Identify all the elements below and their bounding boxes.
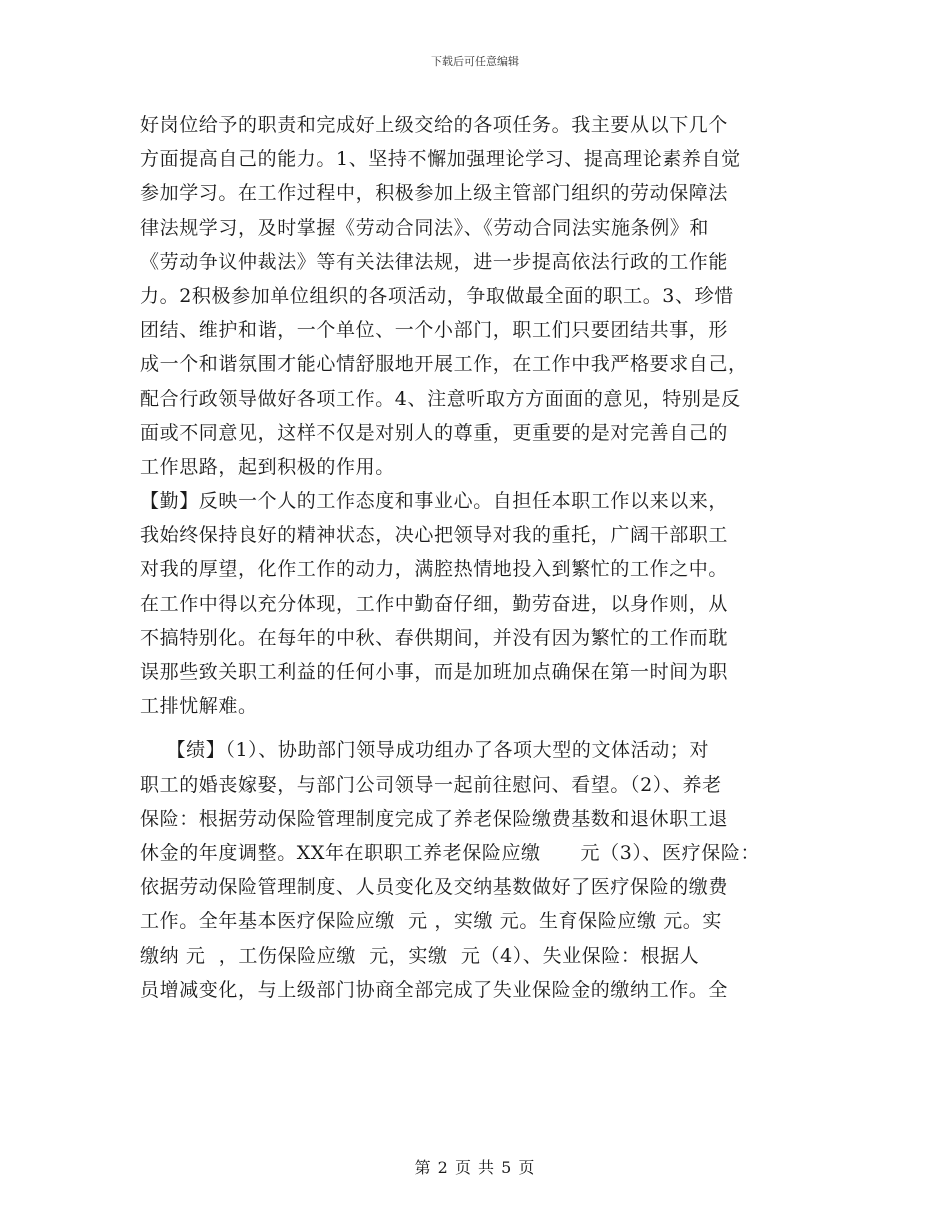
text-line: 面或不同意见，这样不仅是对别人的尊重，更重要的是对完善自己的	[140, 421, 729, 444]
paragraph	[140, 484, 820, 723]
text-line: 好岗位给予的职责和完成好上级交给的各项任务。我主要从以下几个	[140, 114, 729, 136]
text-line: 职工的婚丧嫁娶，与部门公司领导一起前往慰问、看望。（2）、养老	[140, 773, 722, 796]
text-line: 保险：根据劳动保险管理制度完成了养老保险缴费基数和退休职工退	[140, 807, 729, 830]
text-line: 配合行政领导做好各项工作。4、注意听取方方面面的意见，特别是反	[140, 387, 741, 410]
paragraph	[140, 108, 820, 484]
text-line: 员增减变化，与上级部门协商全部完成了失业保险金的缴纳工作。全	[140, 978, 729, 1001]
text-line: 团结、维护和谐，一个单位、一个小部门，职工们只要团结共事，形	[140, 319, 729, 342]
text-line: 力。2积极参加单位组织的各项活动，争取做最全面的职工。3、珍惜	[140, 284, 734, 307]
page-number-footer: 第 2 页 共 5 页	[414, 1158, 536, 1177]
text-line: 缴纳 元 ，工伤保险应缴 元，实缴 元（4）、失业保险：根据人	[140, 944, 700, 967]
text-line: 依据劳动保险管理制度、人员变化及交纳基数做好了医疗保险的缴费	[140, 876, 729, 899]
text-line: 工作思路，起到积极的作用。	[140, 455, 395, 478]
text-line: 不搞特别化。在每年的中秋、春供期间，并没有因为繁忙的工作而耽	[140, 626, 729, 649]
text-line: 【绩】（1）、协助部门领导成功组办了各项大型的文体活动；对	[140, 739, 710, 762]
text-line: 参加学习。在工作过程中，积极参加上级主管部门组织的劳动保障法	[140, 182, 729, 205]
text-line: 误那些致关职工利益的任何小事，而是加班加点确保在第一时间为职	[140, 661, 729, 683]
page-header: 下载后可任意编辑	[431, 55, 519, 68]
paragraph-gap	[140, 723, 820, 733]
text-line: 在工作中得以充分体现，工作中勤奋仔细，勤劳奋进，以身作则，从	[140, 592, 729, 615]
text-line: 我始终保持良好的精神状态，决心把领导对我的重托，广阔干部职工	[140, 524, 729, 547]
text-line: 工作。全年基本医疗保险应缴 元 ，实缴 元。生育保险应缴 元。实	[140, 910, 722, 933]
document-body	[140, 108, 820, 1007]
text-line: 方面提高自己的能力。1、坚持不懈加强理论学习、提高理论素养自觉	[140, 148, 741, 171]
text-line: 成一个和谐氛围才能心情舒服地开展工作，在工作中我严格要求自己，	[140, 353, 748, 376]
text-line: 【勤】反映一个人的工作态度和事业心。自担任本职工作以来以来，	[140, 490, 729, 513]
text-line: 律法规学习，及时掌握《劳动合同法》、《劳动合同法实施条例》和	[140, 216, 710, 239]
text-line: 《劳动争议仲裁法》等有关法律法规，进一步提高依法行政的工作能	[140, 250, 729, 273]
text-line: 工排忧解难。	[140, 695, 258, 718]
text-line: 对我的厚望，化作工作的动力，满腔热情地投入到繁忙的工作之中。	[140, 558, 729, 581]
text-line: 休金的年度调整。XX年在职职工养老保险应缴 元（3）、医疗保险：	[140, 841, 761, 864]
paragraph	[140, 733, 820, 1007]
